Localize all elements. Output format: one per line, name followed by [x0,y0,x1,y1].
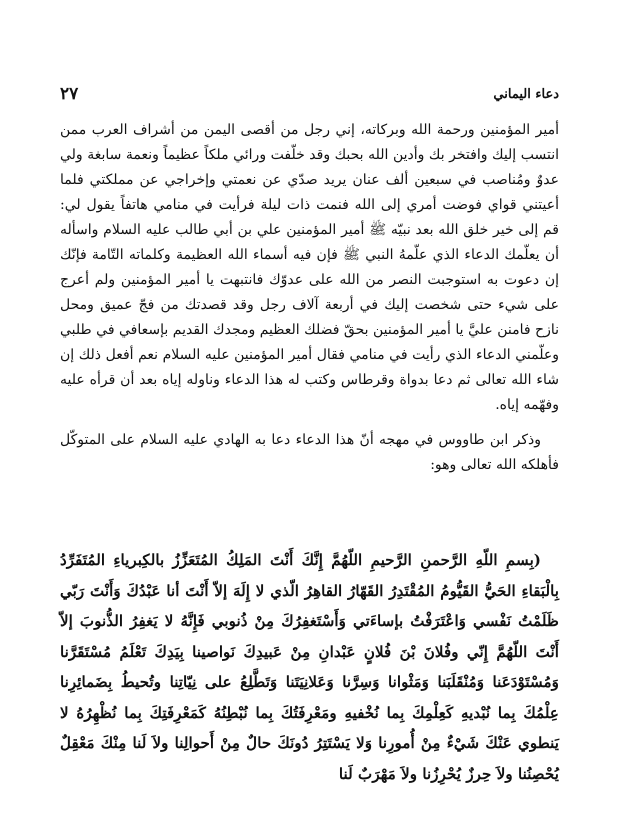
supplication-paragraph: (بِسمِ اللّهِ الرَّحمنِ الرَّحيمِ اللّهُمَّ إِنَّكَ أَنْتَ المَلِكُ المُتَعَزِّزُ بالكِبرياءِ المُتَفَرِّدُ بِالْبَقاءِ الحَيُّ القَيُّومُ المُقْتَدِرُ القَهّارُ القاهِرُ الّذي لا إِلَهَ إلاّ أَنْتَ أنا عَبْدُكَ وَأَنْتَ رَبّي ظَلَمْتُ نَفْسي وَاعْتَرَفْتُ بإساءَتي وَأَسْتَغفِرُكَ مِنْ ذُنوبي فَإِنَّهُ لا يَغفِرُ الذُّنوبَ إلاّ أَنْتَ اللّهُمَّ إِنّي وفُلانَ بْنَ فُلانٍ عَبْدانِ مِنْ عَبيدِكَ نَواصينا بِيَدِكَ تَعْلَمُ مُسْتَقَرَّنا وَمُسْتَوْدَعَنا وَمُنْقَلَبَنا وَمَثْوانا وَسِرَّنا وَعَلانِيَتَنا وَتَطَّلِعُ على نِيّاتِنا وتُحيطُ بِضَمائِرِنا عِلْمُكَ بِما نُبْديهِ كَعِلْمِكَ بِما نُخْفيهِ ومَعْرِفَتُكَ بِما نُبْطِنُهُ كَمَعْرِفَتِكَ بِما نُظْهِرُهُ لا يَنطوي عَنْكَ شَيْءٌ مِنْ أُمورِنا وَلا يَسْتَتِرُ دُونَكَ حالٌ مِنْ أَحوالِنا ولاَ لَنا مِنْكَ مَعْقِلٌ يُحْصِنُنا ولاَ حِرزٌ يُحْرِزُنا ولاَ مَهْرَبٌ لَنا [60,551,559,783]
page-header [60,84,559,104]
narrative-paragraph: وذكر ابن طاووس في مهجه أنّ هذا الدعاء دعا به الهادي عليه السلام على المتوكّل فأهلكه الله تعالى وهو: [60,432,559,473]
running-title: دعاء اليماني [493,86,559,102]
narrative-text [60,118,559,478]
narrative-paragraph: أمير المؤمنين ورحمة الله وبركاته، إني رجل من أقصى اليمن من أشراف العرب ممن انتسب إليك وافتخر بك وأدين الله بحبك وقد خلّفت ورائي ملكاً عظيماً ونعمة سابغة ولي عدوٌ ومُناصب في سبعين ألف عنان يريد صدّي عن نعمتي وإخراجي عن مملكتي فلما أعيتني قواي فوضت أمري إلى الله فنمت ذات ليلة فرأيت في منامي هاتفاً يقول لي: قم إلى خير خلق الله بعد نبيّه ﷺ أمير المؤمنين علي بن أبي طالب عليه السلام واسأله أن يعلّمك الدعاء الذي علّمهُ النبي ﷺ فإن فيه أسماء الله العظيمة وكلماته التّامة فإنّك إن دعوت به استوجبت النصر من الله على عدوّك فانتبهت يا أمير المؤمنين ولم أعرج على شيء حتى شخصت إليك في أربعة آلاف رجل وقد قصدتك من فجّ عميق ومحل نازح فامنن عليَّ يا أمير المؤمنين بحقّ فضلك العظيم ومجدك القديم بإسعافي في طلبي وعلّمني الدعاء الذي رأيت في منامي فقال أمير المؤمنين عليه السلام نعم أفعل ذلك إن شاء الله تعالى ثم دعا بدواة وقرطاس وكتب له هذا الدعاء وناوله إياه بعد أن قرأه عليه وفهّمه إياه. [60,122,559,413]
supplication-text [60,545,559,789]
page-number: ٢٧ [60,84,79,104]
